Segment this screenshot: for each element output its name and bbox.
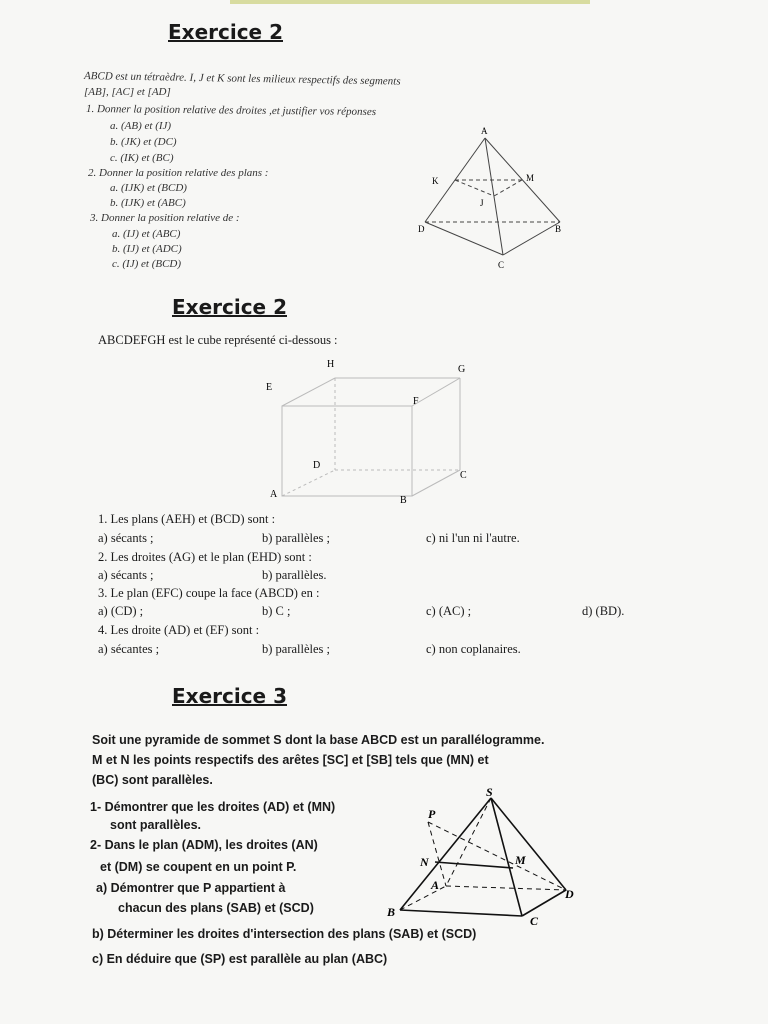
pyr-label-C: C (530, 914, 539, 928)
ex2-question-3: 3. Le plan (EFC) coupe la face (ABCD) en : (98, 586, 320, 600)
ex3-q1-line1: 1- Démontrer que les droites (AD) et (MN) (90, 800, 336, 814)
exercise-3-title: Exercice 3 (172, 684, 287, 708)
cube-label-A: A (270, 489, 278, 500)
exercise-1-title: Exercice 2 (168, 20, 283, 44)
ex1-q1c: c. (IK) et (BC) (110, 152, 174, 164)
ex2-q1a: a) sécants ; (98, 531, 154, 545)
ex3-q2a-line2: chacun des plans (SAB) et (SCD) (118, 901, 314, 915)
ex1-question-1: 1. Donner la position relative des droites ,et justifier vos réponses (85, 103, 377, 119)
tetra-label-B: B (555, 224, 562, 234)
tetra-label-K: K (432, 176, 439, 186)
tetra-label-A: A (481, 126, 488, 136)
exercise-2-title: Exercice 2 (172, 295, 287, 319)
ex2-q4a: a) sécantes ; (98, 642, 160, 656)
ex1-q2b: b. (IJK) et (ABC) (110, 197, 186, 209)
ex3-q2a-line1: a) Démontrer que P appartient à (96, 881, 286, 895)
ex1-q3c: c. (IJ) et (BCD) (112, 258, 182, 270)
ex1-q3a: a. (IJ) et (ABC) (112, 228, 181, 240)
pyr-label-N: N (420, 855, 429, 869)
ex2-q3c: c) (AC) ; (426, 604, 472, 618)
ex1-intro-line1: ABCD est un tétraèdre. I, J et K sont les milieux respectifs des segments (83, 70, 401, 88)
ex1-q1b: b. (JK) et (DC) (110, 136, 177, 148)
ex1-q2a: a. (IJK) et (BCD) (110, 182, 187, 194)
pyr-label-D: D (565, 887, 574, 901)
cube-label-H: H (327, 359, 335, 370)
tetra-label-D: D (418, 224, 425, 234)
ex2-q3d: d) (BD). (582, 604, 625, 618)
ex3-q2-line2: et (DM) se coupent en un point P. (100, 860, 297, 874)
ex2-q3b: b) C ; (262, 604, 291, 618)
ex3-q2b: b) Déterminer les droites d'intersection des plans (SAB) et (SCD) (92, 927, 477, 941)
ex2-intro: ABCDEFGH est le cube représenté ci-dessous : (98, 333, 338, 347)
ex1-question-3: 3. Donner la position relative de : (90, 212, 240, 224)
ex1-intro-line2: [AB], [AC] et [AD] (84, 86, 171, 98)
ex3-line-2: M et N les points respectifs des arêtes [SC] et [SB] tels que (MN) et (92, 753, 489, 767)
cube-label-D: D (313, 460, 321, 471)
ex2-q4c: c) non coplanaires. (426, 642, 521, 656)
pyr-label-A: A (431, 878, 440, 892)
cube-label-E: E (266, 382, 273, 393)
ex3-line-1: Soit une pyramide de sommet S dont la base ABCD est un parallélogramme. (92, 733, 545, 747)
ex2-question-1: 1. Les plans (AEH) et (BCD) sont : (98, 512, 276, 526)
cube-label-B: B (400, 495, 407, 506)
tetra-label-M: M (526, 173, 535, 183)
ex1-q3b: b. (IJ) et (ADC) (112, 243, 182, 255)
ex2-q4b: b) parallèles ; (262, 642, 331, 656)
tetra-label-J: J (480, 198, 484, 208)
ex2-question-4: 4. Les droite (AD) et (EF) sont : (98, 623, 260, 637)
cube-label-F: F (413, 396, 419, 407)
ex2-q3a: a) (CD) ; (98, 604, 144, 618)
pyr-label-B: B (387, 905, 396, 919)
ex3-q2-line1: 2- Dans le plan (ADM), les droites (AN) (90, 838, 318, 852)
ex2-question-2: 2. Les droites (AG) et le plan (EHD) sont : (98, 550, 312, 564)
pyr-label-P: P (428, 807, 436, 821)
ex3-q2c: c) En déduire que (SP) est parallèle au plan (ABC) (92, 952, 388, 966)
ex2-q2b: b) parallèles. (262, 568, 327, 582)
pyr-label-M: M (515, 853, 526, 867)
ex2-q1b: b) parallèles ; (262, 531, 331, 545)
ex3-line-3: (BC) sont parallèles. (92, 773, 213, 787)
cube-label-C: C (460, 470, 467, 481)
pyr-label-S: S (486, 785, 493, 799)
ex2-q2a: a) sécants ; (98, 568, 154, 582)
ex1-q1a: a. (AB) et (IJ) (110, 120, 172, 132)
cube-label-G: G (458, 364, 466, 375)
ex3-q1-line2: sont parallèles. (110, 818, 202, 832)
tetra-label-C: C (498, 260, 505, 270)
ex2-q1c: c) ni l'un ni l'autre. (426, 531, 520, 545)
ex1-question-2: 2. Donner la position relative des plans : (88, 167, 269, 179)
